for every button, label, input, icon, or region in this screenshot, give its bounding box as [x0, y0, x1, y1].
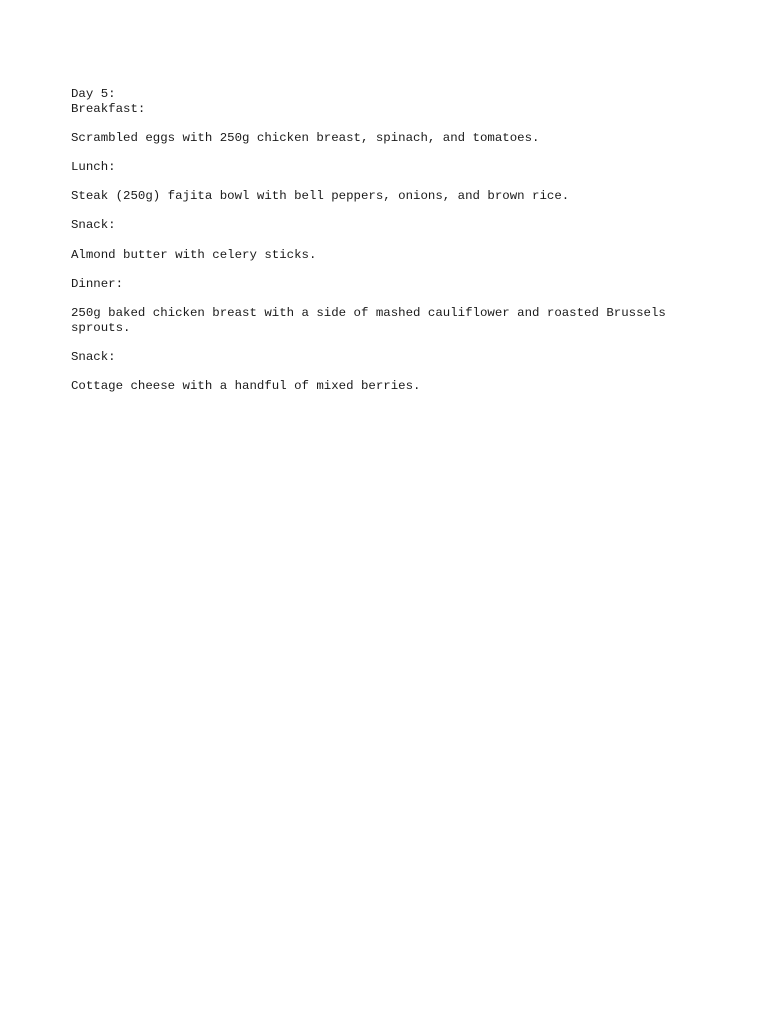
spacer	[71, 204, 691, 219]
meal-description-lunch: Steak (250g) fajita bowl with bell peppers, onions, and brown rice.	[71, 189, 570, 204]
spacer	[71, 116, 691, 131]
meal-description-snack-2: Cottage cheese with a handful of mixed berries.	[71, 378, 421, 393]
spacer	[71, 291, 691, 306]
meal-label-lunch: Lunch:	[71, 159, 116, 174]
meal-label-dinner: Dinner:	[71, 276, 124, 291]
day-heading: Day 5:	[71, 87, 116, 101]
meal-description-breakfast: Scrambled eggs with 250g chicken breast, spinach, and tomatoes.	[71, 130, 540, 145]
spacer	[71, 262, 691, 277]
meal-description-snack-1: Almond butter with celery sticks.	[71, 247, 317, 262]
document-page	[71, 87, 691, 393]
spacer	[71, 335, 691, 350]
spacer	[71, 175, 691, 190]
spacer	[71, 145, 691, 160]
meal-label-snack-2: Snack:	[71, 349, 116, 364]
spacer	[71, 233, 691, 248]
meal-label-breakfast: Breakfast:	[71, 101, 146, 116]
meal-label-snack-1: Snack:	[71, 218, 116, 233]
spacer	[71, 364, 691, 379]
meal-description-dinner: 250g baked chicken breast with a side of mashed cauliflower and roasted Brussels sprouts.	[71, 305, 674, 335]
